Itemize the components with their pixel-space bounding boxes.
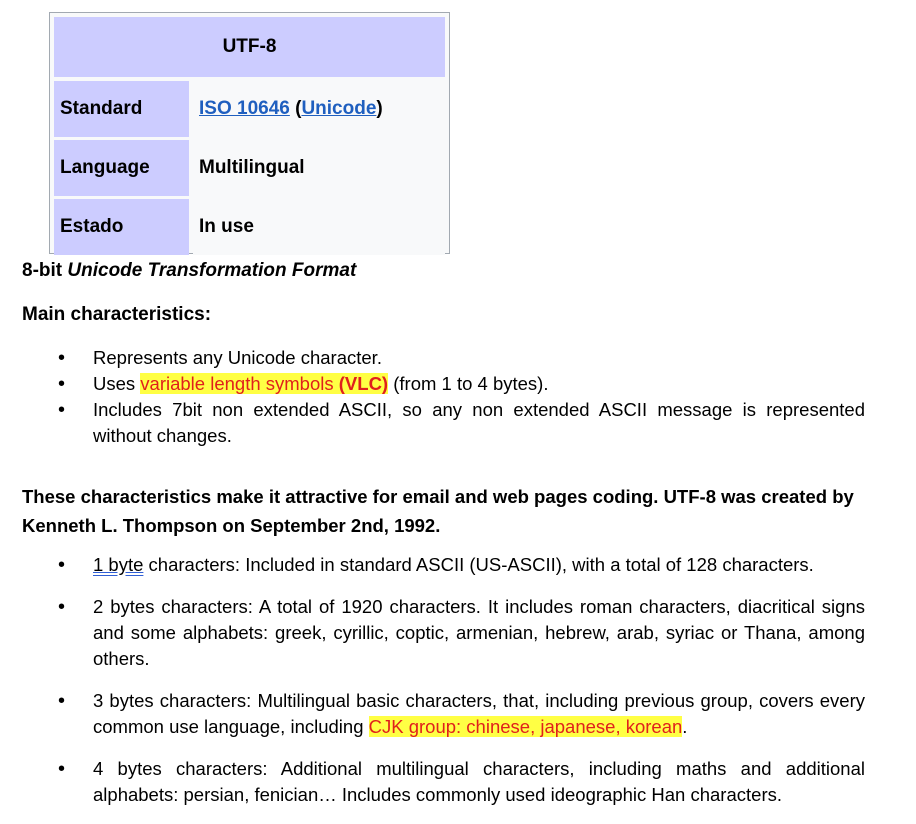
infobox-label: Standard [54,81,189,137]
list-item-text: 4 bytes characters: Additional multilingual characters, including maths and additional alphabets: persian, fenician… Includes commonly used ideographic Han characters. [93,758,865,805]
highlighted-text [140,373,388,394]
infobox-table [49,12,450,254]
caption-italic: Unicode Transformation Format [67,260,357,281]
list-item [0,345,865,371]
infobox-value: Multilingual [193,140,445,196]
infobox-value [193,81,445,137]
infobox-value-paren: ( [289,98,302,119]
list-item [0,756,865,808]
infobox-row-standard [54,81,445,137]
list-item-text-after: . [682,716,688,737]
list-item-text: Uses [93,373,141,394]
summary-paragraph: These characteristics make it attractive for email and web pages coding. UTF-8 was created by Kenneth L. Thompson on September 2nd, 1992. [22,486,854,536]
section-heading: Main characteristics: [22,304,212,325]
underlined-term: 1 byte [93,554,144,575]
list-item [0,397,865,449]
highlighted-text: CJK group: chinese, japanese, korean [368,716,683,737]
iso-10646-link[interactable]: ISO 10646 [199,98,290,119]
infobox-row-estado [54,199,445,255]
unicode-link[interactable]: Unicode [301,98,377,119]
infobox-value-paren-close: ) [376,98,383,119]
list-item-text: 3 bytes characters: Multilingual basic characters, that, including previous group, covers every common use language, including [93,690,865,737]
infobox-label: Language [54,140,189,196]
caption-prefix: 8-bit [22,260,68,281]
list-item [0,371,865,397]
highlight-part: variable length symbols [140,373,339,394]
list-item [0,552,865,578]
list-item-text-after: (from 1 to 4 bytes). [388,373,549,394]
highlight-bold: (VLC) [338,373,389,394]
list-item-text: Includes 7bit non extended ASCII, so any non extended ASCII message is represented without changes. [93,399,865,446]
infobox-row-language [54,140,445,196]
list-item-text: Represents any Unicode character. [93,347,382,368]
characteristics-list [0,345,865,449]
list-item [0,688,865,740]
list-item-text: characters: Included in standard ASCII (US-ASCII), with a total of 128 characters. [143,554,814,575]
byte-size-list [0,552,865,824]
infobox-title: UTF-8 [54,17,445,77]
infobox-caption [22,260,356,282]
list-item [0,594,865,672]
list-item-text: 2 bytes characters: A total of 1920 characters. It includes roman characters, diacritical signs and some alphabets: greek, cyrillic, coptic, armenian, hebrew, arab, syriac or Thana, among others. [93,596,865,669]
infobox-value: In use [193,199,445,255]
infobox-label: Estado [54,199,189,255]
